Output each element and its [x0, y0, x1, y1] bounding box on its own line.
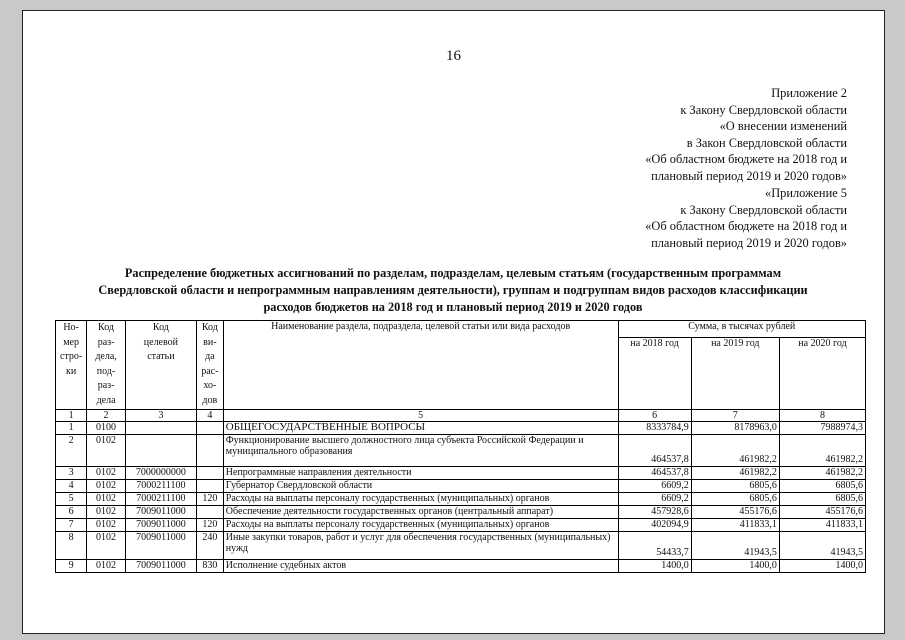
header-row-number: Но- мер стро- ки	[56, 321, 87, 410]
cell-2019: 1400,0	[691, 559, 779, 572]
cell-name: Расходы на выплаты персоналу государственных (муниципальных) органов	[223, 492, 618, 505]
cell-2018: 6609,2	[618, 479, 691, 492]
cell-2019: 41943,5	[691, 531, 779, 559]
table-row	[56, 559, 866, 572]
cell-2019: 461982,2	[691, 466, 779, 479]
column-number: 4	[196, 409, 223, 421]
cell-row-number: 3	[56, 466, 87, 479]
cell-section-code: 0100	[87, 421, 126, 434]
appendix-5-block	[645, 185, 847, 251]
cell-row-number: 4	[56, 479, 87, 492]
cell-row-number: 7	[56, 518, 87, 531]
cell-target-code: 7000211100	[125, 492, 196, 505]
cell-expense-code	[196, 466, 223, 479]
appendix-line: «Об областном бюджете на 2018 год и	[645, 219, 847, 234]
cell-row-number: 6	[56, 505, 87, 518]
cell-target-code: 7009011000	[125, 559, 196, 572]
appendix-line: плановый период 2019 и 2020 годов»	[651, 235, 847, 250]
document-page	[22, 10, 885, 634]
table-row	[56, 479, 866, 492]
cell-target-code	[125, 421, 196, 434]
cell-section-code: 0102	[87, 434, 126, 466]
cell-2020: 6805,6	[779, 492, 865, 505]
cell-section-code: 0102	[87, 492, 126, 505]
cell-2020: 411833,1	[779, 518, 865, 531]
column-numbers-row	[56, 409, 866, 421]
table-header-row	[56, 321, 866, 338]
appendix-line: «Об областном бюджете на 2018 год и	[645, 152, 847, 167]
column-number: 2	[87, 409, 126, 421]
title-line: расходов бюджетов на 2018 год и плановый период 2019 и 2020 годов	[263, 299, 643, 314]
cell-expense-code	[196, 505, 223, 518]
appendix-line: «Приложение 5	[765, 186, 847, 200]
header-name: Наименование раздела, подраздела, целевой статьи или вида расходов	[223, 321, 618, 410]
cell-expense-code: 120	[196, 492, 223, 505]
cell-name: Обеспечение деятельности государственных органов (центральный аппарат)	[223, 505, 618, 518]
cell-name: Губернатор Свердловской области	[223, 479, 618, 492]
cell-expense-code	[196, 421, 223, 434]
table-row	[56, 531, 866, 559]
appendix-line: плановый период 2019 и 2020 годов»	[651, 168, 847, 183]
table-row	[56, 505, 866, 518]
cell-2018: 8333784,9	[618, 421, 691, 434]
cell-section-code: 0102	[87, 505, 126, 518]
cell-2019: 411833,1	[691, 518, 779, 531]
cell-name: Исполнение судебных актов	[223, 559, 618, 572]
cell-2020: 461982,2	[779, 434, 865, 466]
cell-2020: 1400,0	[779, 559, 865, 572]
column-number: 5	[223, 409, 618, 421]
header-2020: на 2020 год	[779, 337, 865, 409]
cell-2018: 6609,2	[618, 492, 691, 505]
cell-section-code: 0102	[87, 466, 126, 479]
cell-2018: 1400,0	[618, 559, 691, 572]
page-number: 16	[446, 48, 461, 64]
cell-2020: 461982,2	[779, 466, 865, 479]
cell-row-number: 2	[56, 434, 87, 466]
appendix-line: «О внесении изменений	[719, 119, 847, 134]
column-number: 8	[779, 409, 865, 421]
cell-name: ОБЩЕГОСУДАРСТВЕННЫЕ ВОПРОСЫ	[223, 421, 618, 434]
cell-section-code: 0102	[87, 479, 126, 492]
cell-2019: 6805,6	[691, 492, 779, 505]
appendix-line: в Закон Свердловской области	[686, 135, 847, 150]
cell-2018: 402094,9	[618, 518, 691, 531]
cell-row-number: 8	[56, 531, 87, 559]
appendix-line: к Закону Свердловской области	[680, 202, 847, 217]
cell-expense-code: 830	[196, 559, 223, 572]
cell-2020: 455176,6	[779, 505, 865, 518]
cell-name: Непрограммные направления деятельности	[223, 466, 618, 479]
header-target-code: Код целевой статьи	[125, 321, 196, 410]
cell-expense-code	[196, 479, 223, 492]
cell-target-code: 7009011000	[125, 505, 196, 518]
cell-2019: 455176,6	[691, 505, 779, 518]
cell-target-code: 7000211100	[125, 479, 196, 492]
header-section-code: Код раз- дела, под- раз- дела	[87, 321, 126, 410]
cell-target-code	[125, 434, 196, 466]
cell-2018: 464537,8	[618, 434, 691, 466]
table-row	[56, 518, 866, 531]
table-row	[56, 492, 866, 505]
appendix-2-block	[645, 85, 847, 185]
cell-expense-code: 240	[196, 531, 223, 559]
cell-row-number: 1	[56, 421, 87, 434]
column-number: 1	[56, 409, 87, 421]
title-line: Распределение бюджетных ассигнований по разделам, подразделам, целевым статьям (государственным программам	[124, 266, 782, 280]
cell-2020: 6805,6	[779, 479, 865, 492]
cell-2019: 461982,2	[691, 434, 779, 466]
table-row	[56, 421, 866, 434]
cell-target-code: 7009011000	[125, 531, 196, 559]
budget-table	[55, 320, 866, 573]
cell-section-code: 0102	[87, 559, 126, 572]
cell-2020: 7988974,3	[779, 421, 865, 434]
cell-row-number: 5	[56, 492, 87, 505]
cell-name: Иные закупки товаров, работ и услуг для обеспечения государственных (муниципальных) нужд	[223, 531, 618, 559]
document-title	[83, 265, 823, 315]
appendix-line: к Закону Свердловской области	[680, 102, 847, 117]
cell-section-code: 0102	[87, 531, 126, 559]
table-row	[56, 434, 866, 466]
cell-target-code: 7000000000	[125, 466, 196, 479]
cell-2019: 8178963,0	[691, 421, 779, 434]
cell-target-code: 7009011000	[125, 518, 196, 531]
appendix-line: Приложение 2	[771, 86, 847, 100]
cell-section-code: 0102	[87, 518, 126, 531]
cell-row-number: 9	[56, 559, 87, 572]
cell-2018: 457928,6	[618, 505, 691, 518]
column-number: 3	[125, 409, 196, 421]
header-expense-code: Код ви- да рас- хо- дов	[196, 321, 223, 410]
cell-name: Функционирование высшего должностного лица субъекта Российской Федерации и муниципального образования	[223, 434, 618, 466]
cell-2019: 6805,6	[691, 479, 779, 492]
column-number: 7	[691, 409, 779, 421]
cell-expense-code	[196, 434, 223, 466]
column-number: 6	[618, 409, 691, 421]
cell-2018: 54433,7	[618, 531, 691, 559]
title-line: Свердловской области и непрограммным направлениям деятельности), группам и подгруппам видов расходов классификации	[98, 282, 808, 297]
cell-2020: 41943,5	[779, 531, 865, 559]
cell-expense-code: 120	[196, 518, 223, 531]
table-row	[56, 466, 866, 479]
header-sum-group: Сумма, в тысячах рублей	[618, 321, 865, 338]
header-2018: на 2018 год	[618, 337, 691, 409]
cell-2018: 464537,8	[618, 466, 691, 479]
cell-name: Расходы на выплаты персоналу государственных (муниципальных) органов	[223, 518, 618, 531]
header-2019: на 2019 год	[691, 337, 779, 409]
